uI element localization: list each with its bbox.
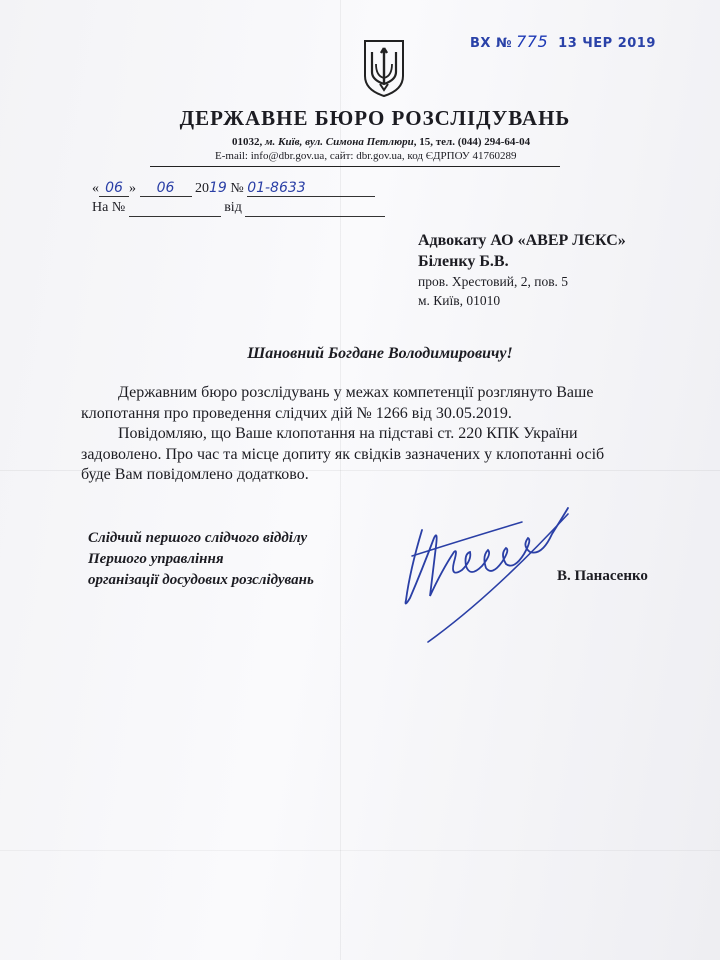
recipient-street: пров. Хрестовий, 2, пов. 5 — [418, 274, 569, 289]
stamp-prefix: ВХ № — [470, 36, 513, 51]
reg-number-label: № — [230, 181, 244, 196]
address-street: м. Київ, вул. Симона Петлюри — [265, 136, 414, 148]
reg-year-suffix: 19 — [209, 180, 227, 196]
reg-year-prefix: 20 — [195, 181, 209, 196]
reg-number: 01-8633 — [247, 180, 375, 197]
incoming-stamp — [470, 32, 656, 51]
fold-crease-horizontal-lower — [0, 850, 720, 851]
organization-address — [232, 136, 530, 148]
recipient-org: Адвокату АО «АВЕР ЛЄКС» — [418, 232, 626, 249]
reply-line — [92, 200, 385, 217]
reg-month: 06 — [140, 180, 192, 197]
handwritten-signature-icon — [392, 500, 582, 650]
salutation: Шановний Богдане Володимировичу! — [247, 345, 513, 362]
signatory-title-line2: Першого управління — [88, 551, 224, 567]
coat-of-arms-icon — [362, 38, 406, 98]
letter-body — [81, 383, 668, 486]
open-quote: « — [92, 181, 99, 196]
header-divider — [150, 166, 560, 167]
recipient-city: м. Київ, 01010 — [418, 293, 501, 308]
reply-label: На № — [92, 200, 126, 215]
stamp-number: 775 — [516, 32, 549, 51]
signatory-name: В. Панасенко — [557, 568, 648, 584]
signatory-title-line3: організації досудових розслідувань — [88, 572, 314, 588]
body-p1-line2: клопотання про проведення слідчих дій № 1266 від 30.05.2019. — [81, 404, 512, 422]
recipient-name: Біленку Б.В. — [418, 253, 509, 270]
close-quote: » — [129, 181, 136, 196]
signatory-title — [88, 528, 314, 591]
reg-day: 06 — [99, 180, 129, 197]
stamp-date: 13 ЧЕР 2019 — [558, 36, 656, 51]
organization-name: ДЕРЖАВНЕ БЮРО РОЗСЛІДУВАНЬ — [179, 106, 571, 130]
registration-line — [92, 180, 375, 197]
from-label: від — [224, 200, 242, 215]
body-p1-line1: Державним бюро розслідувань у межах компетенції розглянуто Ваше — [118, 384, 594, 401]
body-p2-line2: задоволено. Про час та місце допиту як свідків зазначених у клопотанні осіб — [81, 445, 605, 463]
recipient-block — [418, 230, 626, 310]
signatory-title-line1: Слідчий першого слідчого відділу — [88, 530, 308, 546]
address-plain: 01032, — [232, 136, 265, 148]
address-phone: , 15, тел. (044) 294-64-04 — [413, 136, 531, 148]
body-p2-line1: Повідомляю, що Ваше клопотання на підставі ст. 220 КПК України — [118, 425, 578, 442]
organization-contacts: E-mail: info@dbr.gov.ua, сайт: dbr.gov.ua, код ЄДРПОУ 41760289 — [215, 150, 517, 162]
body-p2-line3: буде Вам повідомлено додатково. — [81, 466, 309, 483]
